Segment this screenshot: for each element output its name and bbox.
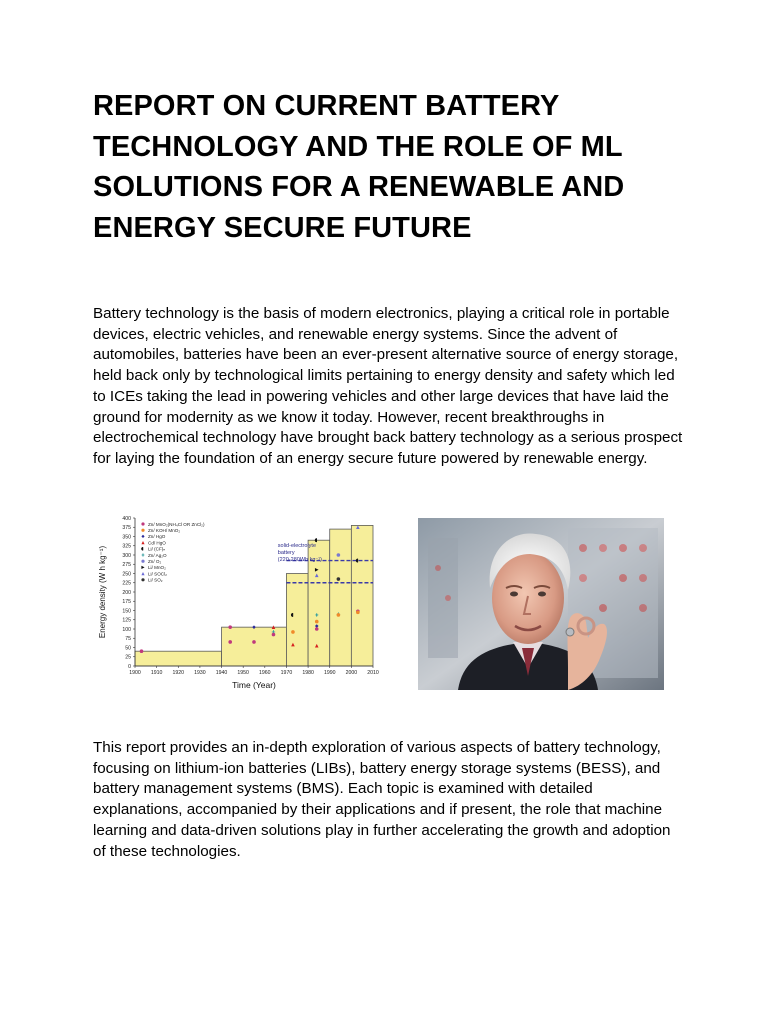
chart-bar-5	[351, 525, 373, 666]
chart-x-tick-label-7: 1970	[280, 670, 293, 676]
chart-x-tick-label-2: 1920	[172, 670, 185, 676]
chart-x-tick-label-0: 1900	[129, 670, 141, 676]
chart-legend-marker-4	[141, 547, 143, 550]
chart-legend-label-4: Li/ (CF)ₙ	[148, 546, 166, 552]
chart-point-2	[228, 640, 232, 644]
chart-annotation-line-2: (220-280Wh kg⁻¹)	[277, 556, 322, 563]
portrait-photo	[418, 518, 664, 690]
chart-legend-marker-7	[141, 566, 144, 569]
chart-point-8	[291, 613, 293, 617]
chart-x-tick-label-10: 2000	[345, 670, 358, 676]
chart-annotation-line-0: solid-electrolyte	[277, 542, 317, 549]
chart-y-tick-label-12: 300	[122, 552, 131, 559]
chart-legend-label-0: Zn/ MnO₂(NH₄Cl OR ZnCl₂)	[148, 521, 205, 527]
chart-legend-marker-1	[141, 529, 144, 532]
chart-legend-label-9: Li/ SO₂	[148, 577, 163, 583]
chart-legend-label-1: Zn/ KOH/ MnO₂	[148, 528, 181, 533]
chart-bar-2	[286, 574, 308, 667]
chart-legend-marker-9	[141, 578, 144, 581]
chart-point-9	[291, 630, 295, 634]
chart-bar-4	[330, 529, 352, 666]
chart-x-tick-label-8: 1980	[302, 670, 314, 676]
chart-legend-label-2: Zn/ HgO	[148, 534, 166, 540]
chart-y-tick-label-13: 325	[122, 543, 131, 550]
chart-legend-marker-6	[141, 560, 144, 563]
chart-y-tick-label-5: 125	[122, 617, 131, 624]
chart-legend-label-3: Cd/ HgO	[148, 540, 166, 546]
chart-y-tick-label-2: 50	[125, 645, 131, 652]
chart-legend-marker-0	[141, 522, 144, 525]
chart-svg	[93, 510, 383, 696]
chart-point-26	[356, 611, 360, 615]
chart-bar-0	[135, 651, 222, 666]
chart-y-tick-label-16: 400	[122, 515, 131, 522]
chart-y-tick-label-1: 25	[125, 654, 131, 661]
chart-point-20	[337, 577, 341, 581]
chart-legend-marker-5	[141, 553, 144, 556]
chart-y-tick-label-9: 225	[122, 580, 131, 587]
chart-y-tick-label-14: 350	[122, 534, 131, 541]
chart-y-tick-label-11: 275	[122, 562, 131, 569]
chart-x-tick-label-1: 1910	[150, 670, 163, 676]
chart-x-tick-label-5: 1950	[237, 670, 249, 676]
chart-y-tick-label-6: 150	[122, 608, 131, 615]
chart-legend-label-7: Li/ MnO₂	[148, 565, 166, 571]
chart-y-tick-label-0: 0	[128, 663, 131, 670]
portrait-image	[418, 518, 664, 690]
chart-y-tick-label-8: 200	[122, 589, 131, 596]
intro-paragraph: Battery technology is the basis of modern electronics, playing a critical role in portable devices, electric vehicles, and renewable energy systems. Since the advent of automobiles, batteries have been an ever-present alternative source of energy storage, held back only by technological limits pertaining to energy density and safety which led to ICEs taking the lead in powering vehicles and other large devices that have laid the ground for modernity as we know it today. However, recent breakthroughs in electrochemical technology have brought back battery technology as a serious prospect for laying the foundation of an energy secure future powered by renewable energy.	[93, 305, 683, 467]
chart-point-17	[315, 627, 319, 631]
chart-point-4	[252, 640, 256, 644]
chart-point-19	[337, 553, 341, 557]
chart-legend-marker-2	[141, 535, 144, 538]
energy-density-chart	[93, 510, 383, 696]
chart-y-tick-label-3: 75	[125, 636, 131, 643]
chart-x-tick-label-3: 1930	[194, 670, 206, 676]
chart-y-tick-label-7: 175	[122, 599, 131, 606]
chart-legend-marker-8	[141, 572, 144, 575]
chart-point-0	[140, 649, 144, 653]
chart-y-tick-label-4: 100	[122, 626, 131, 633]
chart-point-1	[228, 625, 232, 629]
chart-legend-marker-3	[141, 541, 144, 544]
chart-annotation-line-1: battery	[277, 549, 295, 556]
chart-y-axis-label: Energy density (W h kg⁻¹)	[98, 545, 107, 639]
chart-x-tick-label-4: 1940	[215, 670, 228, 676]
chart-point-7	[272, 633, 276, 637]
chart-point-22	[337, 613, 341, 617]
chart-point-24	[356, 559, 358, 563]
chart-legend-label-5: Zn/ Ag₂O	[148, 552, 167, 558]
chart-legend-label-8: Li/ SOCl₂	[148, 571, 167, 577]
chart-point-15	[315, 620, 319, 624]
chart-point-11	[315, 538, 317, 542]
report-title: REPORT ON CURRENT BATTERY TECHNOLOGY AND THE ROLE OF ML SOLUTIONS FOR A RENEWABLE AND ENERGY SECURE FUTURE	[93, 90, 625, 244]
chart-x-tick-label-9: 1990	[323, 670, 336, 676]
chart-x-axis-label: Time (Year)	[232, 680, 276, 690]
chart-y-tick-label-10: 250	[122, 571, 131, 578]
chart-y-tick-label-15: 375	[122, 525, 131, 532]
scope-paragraph: This report provides an in-depth exploration of various aspects of battery technology, focusing on lithium-ion batteries (LIBs), battery energy storage systems (BESS), and battery management systems (BMS). Each topic is examined with detailed explanations, accompanied by their applications and if present, the role that machine learning and data-driven solutions play in further accelerating the growth and adoption of these technologies.	[93, 739, 671, 860]
chart-bar-1	[222, 627, 287, 666]
chart-x-tick-label-6: 1960	[259, 670, 271, 676]
chart-legend-label-6: Zn/ O₂	[148, 559, 162, 564]
chart-x-tick-label-11: 2010	[367, 670, 379, 676]
